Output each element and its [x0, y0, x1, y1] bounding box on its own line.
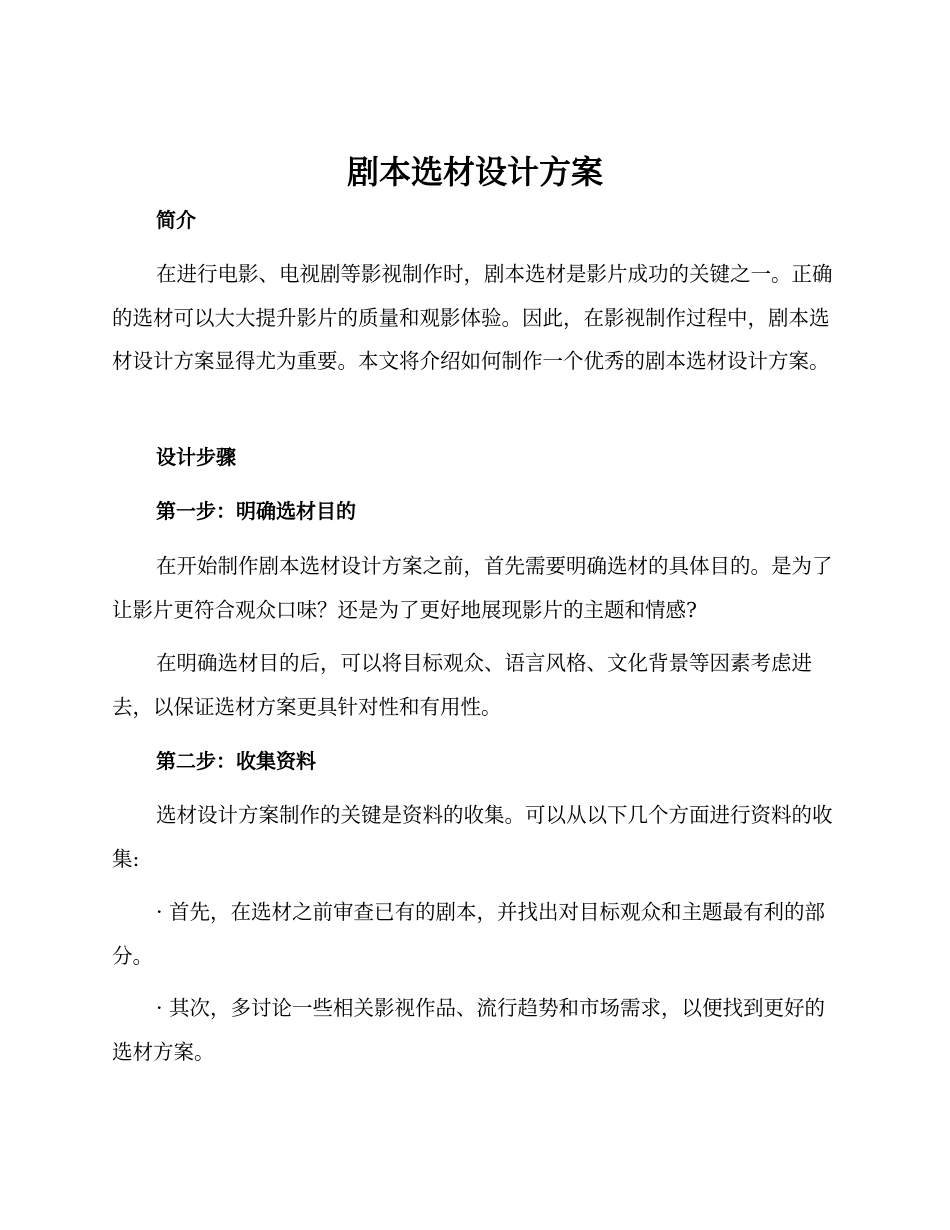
step2-heading: 第二步：收集资料: [156, 749, 316, 773]
step1-paragraph-1: 在开始制作剧本选材设计方案之前，首先需要明确选材的具体目的。是为了让影片更符合观众口味？还是为了更好地展现影片的主题和情感?: [112, 554, 833, 622]
step1-heading: 第一步：明确选材目的: [156, 499, 356, 523]
step2-paragraph-1: 选材设计方案制作的关键是资料的收集。可以从以下几个方面进行资料的收集:: [112, 803, 833, 871]
step2-bullet-2: · 其次，多讨论一些相关影视作品、流行趋势和市场需求，以便找到更好的选材方案。: [112, 996, 826, 1064]
document-title: 剧本选材设计方案: [346, 153, 603, 191]
step2-bullet-1: · 首先，在选材之前审查已有的剧本，并找出对目标观众和主题最有利的部分。: [112, 900, 826, 968]
intro-paragraph: 在进行电影、电视剧等影视制作时，剧本选材是影片成功的关键之一。正确的选材可以大大提升影片的质量和观影体验。因此，在影视制作过程中，剧本选材设计方案显得尤为重要。本文将介绍如何制作一个优秀的剧本选材设计方案。: [112, 262, 833, 373]
intro-heading: 简介: [156, 208, 196, 232]
step1-paragraph-2: 在明确选材目的后，可以将目标观众、语言风格、文化背景等因素考虑进去，以保证选材方案更具针对性和有用性。: [112, 651, 812, 719]
steps-heading: 设计步骤: [156, 445, 236, 469]
